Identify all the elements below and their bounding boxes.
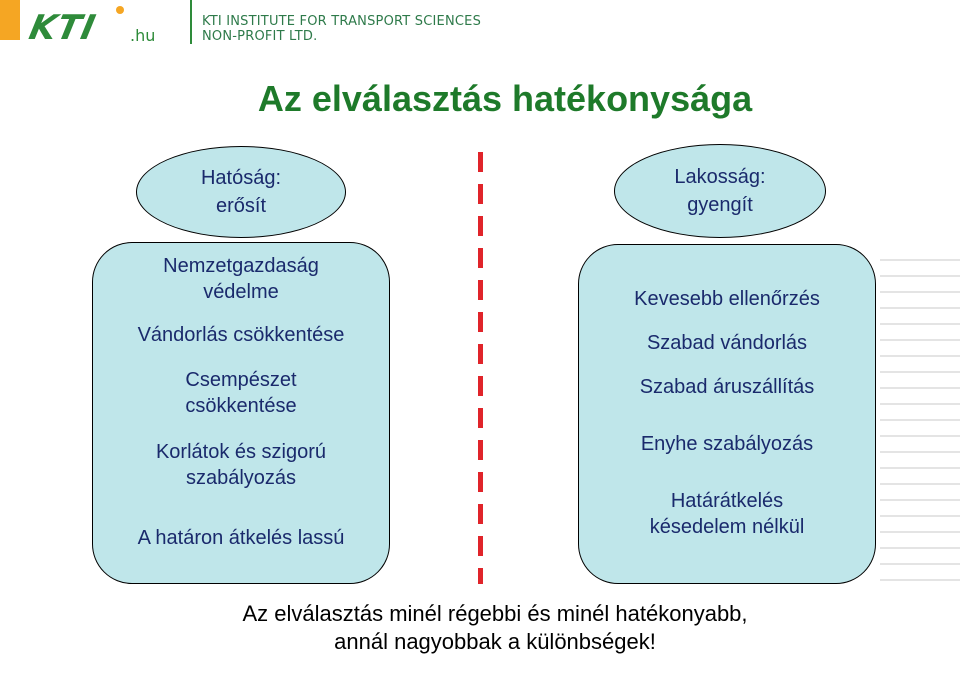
separation-line <box>478 152 483 584</box>
kti-logo[interactable] <box>25 8 156 48</box>
conclusion-line-2: annál nagyobbak a különbségek! <box>334 629 656 654</box>
org-line-1: KTI INSTITUTE FOR TRANSPORT SCIENCES <box>202 14 482 29</box>
authority-box <box>92 242 390 584</box>
authority-ellipse <box>136 146 346 238</box>
conclusion-line-1: Az elválasztás minél régebbi és minél hatékonyabb, <box>242 601 748 626</box>
slide-title: Az elválasztás hatékonysága <box>257 78 753 119</box>
population-ellipse <box>614 144 826 238</box>
logo-dot-icon <box>116 6 124 14</box>
population-item: Szabad áruszállítás <box>639 376 815 398</box>
population-box <box>578 244 876 584</box>
authority-item: Korlátok és szigorú szabályozás <box>155 441 327 489</box>
authority-item: A határon átkelés lassú <box>137 527 345 549</box>
org-line-2: NON-PROFIT LTD. <box>202 29 318 44</box>
population-item: Határátkelés késedelem nélkül <box>649 490 805 538</box>
authority-effect: erősít <box>215 195 267 217</box>
header-divider <box>190 0 192 44</box>
authority-item: Vándorlás csökkentése <box>137 324 345 346</box>
authority-item: Nemzetgazdaság védelme <box>163 255 319 303</box>
authority-item: Csempészet csökkentése <box>185 369 297 417</box>
organization-name <box>202 14 481 44</box>
population-item: Szabad vándorlás <box>646 332 808 354</box>
population-effect: gyengít <box>687 194 753 216</box>
logo-suffix: .hu <box>130 26 156 45</box>
brand-accent-tab <box>0 0 20 40</box>
authority-label: Hatóság: <box>200 167 282 189</box>
population-item: Enyhe szabályozás <box>640 433 814 455</box>
population-label: Lakosság: <box>674 166 766 188</box>
conclusion-text <box>130 600 860 656</box>
logo-text: KTI <box>25 8 100 48</box>
population-item: Kevesebb ellenőrzés <box>634 288 820 310</box>
background-stripes <box>880 245 960 585</box>
